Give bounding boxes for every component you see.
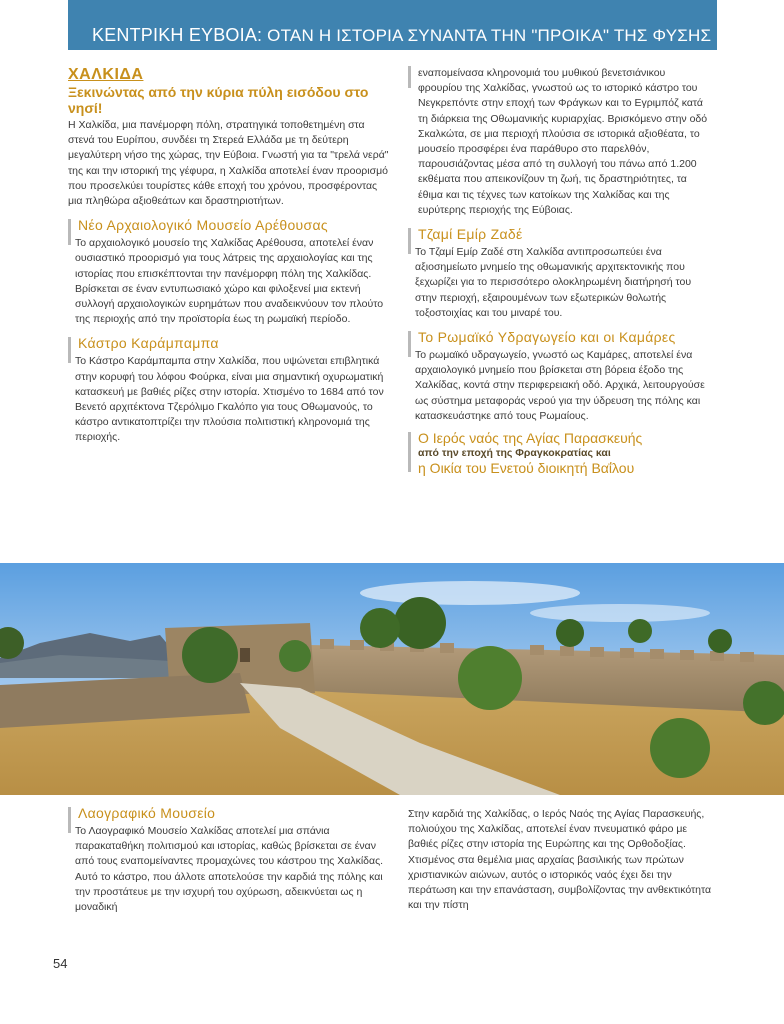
header-banner [68,0,717,50]
mosque-section [408,226,708,321]
castle-landscape-illustration [0,563,784,795]
fortress-continuation [408,66,708,218]
folklore-block [68,805,392,915]
halkida-subtitle: Ξεκινώντας από την κύρια πύλη εισόδου στο νησί! [68,84,369,116]
church-title-line3: η Οικία του Ενετού διοικητή Βαΐλου [418,460,635,477]
church-heading [408,430,708,476]
museum-section [68,217,394,327]
church-title-line2: από την εποχή της Φραγκοκρατίας και [418,447,611,460]
castle-section [68,335,394,445]
museum-title: Νέο Αρχαιολογικό Μουσείο Αρέθουσας [78,217,328,234]
church-title-line1: Ο Ιερός ναός της Αγίας Παρασκευής [418,430,643,447]
halkida-title: ΧΑΛΚΙΔΑ [68,66,144,83]
banner-title [92,25,711,46]
page-number: 54 [53,956,68,971]
fortress-text: εναπομείνασα κληρονομιά του μυθικού βενετσιάνικου φρουρίου της Χαλκίδας, γνωστού ως το ιστορικό κάστρο του Νεγκρεπόντε στην εποχή των Φράγκων και το Εγριμπόζ κατά τη διάρκεια της Οθωμανικής κυριαρχίας. Βρισκόμενο στην οδό Σκαλκώτα, σε μια περιοχή πλούσια σε ιστορικά αξιοθέατα, το μουσείο προσφέρει ένα παράθυρο στο παρελθόν, παρουσιάζοντας μέσα από τη συλλογή του πάνω από 1.200 εκθέματα που απεικονίζουν τη ζωή, τις δραστηριότητες, τα έθιμα και τις τέχνες των κατοίκων της Χαλκίδας και της ευρύτερης περιοχής της Εύβοιας. [418,67,708,216]
castle-title: Κάστρο Καράμπαμπα [78,335,219,352]
church-section [408,807,714,913]
church-text: Στην καρδιά της Χαλκίδας, ο Ιερός Ναός της Αγίας Παρασκευής, πολιούχου της Χαλκίδας, αποτελεί έναν πνευματικό φάρο με βαθιές ρίζες στην ιστορία της Ευρώπης και της Ορθοδοξίας. Χτισμένος στα θεμέλια μιας αρχαίας βασιλικής των πρώτων χριστιανικών αιώνων, αυτός ο ιστορικός ναός έχει δει την περάτωση και την επανάσταση, συμβολίζοντας την ανθεκτικότητα και την πίστη [408,808,712,912]
castle-text: Το Κάστρο Καράμπαμπα στην Χαλκίδα, που υψώνεται επιβλητικά στην κορυφή του λόφου Φούρκα, είναι μια σημαντική οχυρωματική κατασκευή με βαθιές ρίζες στην ιστορία. Χτισμένο το 1684 από τον Βενετό αρχιτέκτονα Τζερόλιμο Γκαλόπο για τους Οθωμανούς, το κάστρο αντικατοπτρίζει την πλούσια πολιτιστική κληρονομιά της περιοχής. [75,355,384,444]
banner-title-region: ΚΕΝΤΡΙΚΗ ΕΥΒΟΙΑ: [92,25,263,45]
mosque-title: Τζαμί Εμίρ Ζαδέ [418,226,523,243]
banner-title-tagline: ΟΤΑΝ Η ΙΣΤΟΡΙΑ ΣΥΝΑΝΤΑ ΤΗΝ "ΠΡΟΙΚΑ" ΤΗΣ ΦΥΣΗΣ [262,26,712,45]
aqueduct-title: Το Ρωμαϊκό Υδραγωγείο και οι Καμάρες [418,329,676,346]
aqueduct-section [408,329,708,424]
folklore-text: Το Λαογραφικό Μουσείο Χαλκίδας αποτελεί μια σπάνια παρακαταθήκη πολιτισμού και ιστορίας, καθώς βρίσκεται σε έναν από τους εναπομείναντες προμαχώνες του κάστρου της Χαλκίδας. Αυτό το κάστρο, που άλλοτε αποτελούσε την καρδιά της πόλης και την προστάτευε με την ισχυρή του οχύρωση, αδεικνύεται ως η μοναδική [75,825,384,914]
museum-text: Το αρχαιολογικό μουσείο της Χαλκίδας Αρέθουσα, αποτελεί έναν ουσιαστικό προορισμό για τους λάτρεις της αρχαιολογίας και της ιστορίας που επισκέπτονται την πανέμορφη πόλη της Χαλκίδας. Βρίσκεται σε έναν εντυπωσιακό χώρο και φιλοξενεί μια εκτενή συλλογή αρχαιολογικών ευρημάτων που αναδεικνύουν τον πλούτο της περιοχής από την προϊστορία έως τη ρωμαϊκή περίοδο. [75,237,384,326]
left-column [68,66,394,446]
folklore-title: Λαογραφικό Μουσείο [78,805,216,821]
mosque-text: Το Τζαμί Εμίρ Ζαδέ στη Χαλκίδα αντιπροσωπεύει ένα αξιοσημείωτο μνημείο της οθωμανικής αρχιτεκτονικής που ξεχωρίζει για το περισσότερο ολοκληρωμένη διατήρησή του στην περιοχή, εξαιρουμένων των εξωτερικών θολωτής τοξοστοιχίας και του μιναρέ του. [415,246,692,319]
right-column [408,66,708,476]
halkida-text: Η Χαλκίδα, μια πανέμορφη πόλη, στρατηγικά τοποθετημένη στα στενά του Ευρίπου, συνδέει τη Στερεά Ελλάδα με τη δεύτερη μεγαλύτερη νήσο της χώρας, την Εύβοια. Γνωστή για τα "τρελά νερά" της και την ιστορική της γέφυρα, η Χαλκίδα αποτελεί έναν προορισμό που προσελκύει τουρίστες κάθε εποχή του χρόνου, προσφέροντας μια πληθώρα αξιοθεάτων και δραστηριοτήτων. [68,119,389,208]
castle-photo [0,563,784,795]
aqueduct-text: Το ρωμαϊκό υδραγωγείο, γνωστό ως Καμάρες, αποτελεί ένα αρχαιολογικό μνημείο που βρίσκεται στη βόρεια έξοδο της Χαλκίδας, κοντά στην περιφερειακή οδό. Αρχικά, λειτουργούσε ως σύστημα μεταφοράς νερού για την ύδρευση της πόλης και κατασκευάστηκε από τους Ρωμαίους. [415,349,705,422]
folklore-section [68,805,392,915]
